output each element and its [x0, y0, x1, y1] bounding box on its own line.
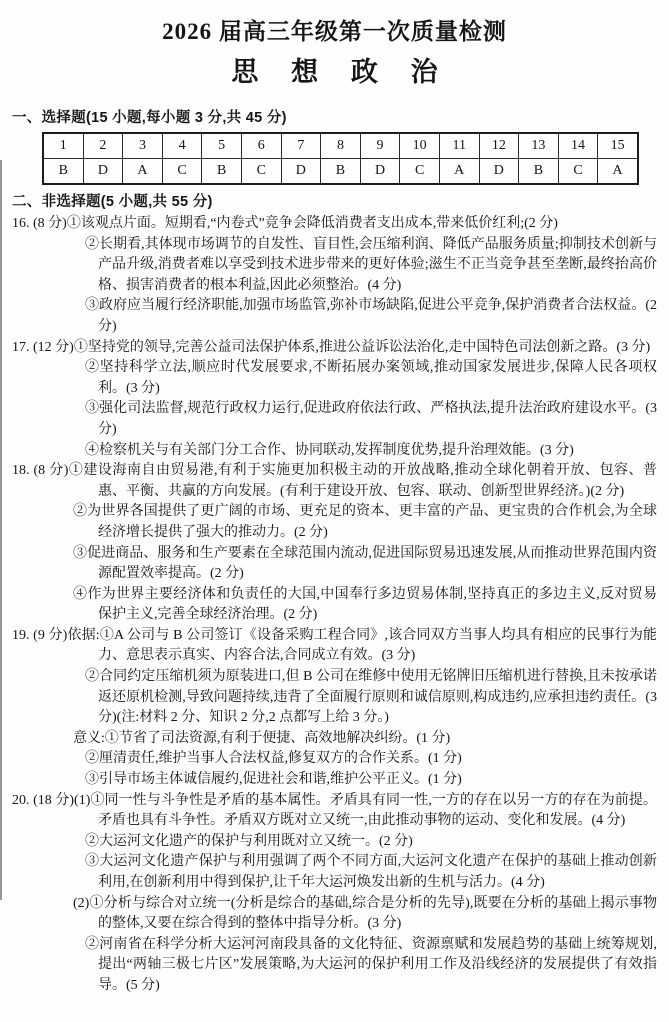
answer-paragraph: ②合同约定压缩机须为原装进口,但 B 公司在维修中使用无铭牌旧压缩机进行替换,且未按承诺返还原机检测,导致问题持续,违背了全面履行原则和诚信原则,构成违约,应承担违约责任。(3 分)(注:材料 2 分、知识 2 分,2 点都写上给 3 分。)	[85, 669, 657, 726]
answer-letter-cell: B	[202, 159, 242, 185]
page-title: 2026 届高三年级第一次质量检测	[162, 19, 507, 44]
question-number-cell: 4	[162, 133, 202, 159]
non-choice-section-heading: 二、非选择题(5 小题,共 55 分)	[12, 194, 213, 210]
answer-letter-cell: A	[439, 159, 479, 185]
answer-letter-cell: C	[558, 159, 598, 185]
answer-letter-cell: C	[162, 159, 202, 185]
question-20-answer	[12, 791, 657, 997]
answer-letter-cell: C	[400, 159, 440, 185]
question-number-cell: 7	[281, 133, 321, 159]
questions	[12, 214, 657, 997]
answer-paragraph: ③引导市场主体诚信履约,促进社会和谐,维护公平正义。(1 分)	[85, 772, 462, 788]
question-17-answer	[12, 338, 657, 462]
answer-letter-cell: D	[360, 159, 400, 185]
answer-letter-cell: B	[321, 159, 361, 185]
question-number-cell: 12	[479, 133, 519, 159]
answer-letter-cell: D	[83, 159, 123, 185]
answer-paragraph: ③政府应当履行经济职能,加强市场监管,弥补市场缺陷,促进公平竞争,保护消费者合法权益。(2 分)	[85, 298, 657, 334]
answer-table-answer-row	[43, 159, 638, 185]
answer-letter-cell: D	[281, 159, 321, 185]
answer-paragraph: 18. (8 分)①建设海南自由贸易港,有利于实施更加积极主动的开放战略,推动全球化朝着开放、包容、普惠、平衡、共赢的方向发展。(有利于建设开放、包容、联动、创新型世界经济。)(2 分)	[12, 463, 657, 499]
answer-paragraph: ②为世界各国提供了更广阔的市场、更充足的资本、更丰富的产品、更宝贵的合作机会,为全球经济增长提供了强大的推动力。(2 分)	[73, 504, 657, 540]
scan-artifact-line	[0, 160, 2, 900]
answer-paragraph: ③大运河文化遗产保护与利用强调了两个不同方面,大运河文化遗产在保护的基础上推动创新利用,在创新利用中得到保护,让千年大运河焕发出新的生机与活力。(4 分)	[85, 854, 657, 890]
answer-paragraph: 16. (8 分)①该观点片面。短期看,“内卷式”竞争会降低消费者支出成本,带来低价红利;(2 分)	[12, 216, 558, 231]
question-number-cell: 15	[598, 133, 638, 159]
answer-table-number-row	[43, 133, 638, 159]
answer-paragraph: 17. (12 分)①坚持党的领导,完善公益司法保护体系,推进公益诉讼法治化,走中国特色司法创新之路。(3 分)	[12, 339, 651, 355]
question-number-cell: 13	[519, 133, 559, 159]
answer-letter-cell: A	[123, 159, 163, 185]
choice-section-heading: 一、选择题(15 小题,每小题 3 分,共 45 分)	[12, 110, 287, 126]
question-number-cell: 14	[558, 133, 598, 159]
answer-paragraph: ③促进商品、服务和生产要素在全球范围内流动,促进国际贸易迅速发展,从而推动世界范围内资源配置效率提高。(2 分)	[73, 545, 657, 582]
question-number-cell: 11	[439, 133, 479, 159]
question-16-answer	[12, 214, 657, 338]
page-subtitle: 思 想 政 治	[231, 57, 438, 87]
choice-answer-table	[42, 132, 639, 185]
question-number-cell: 1	[43, 133, 83, 159]
answer-letter-cell: A	[598, 159, 638, 185]
answer-paragraph: ③强化司法监督,规范行政权力运行,促进政府依法行政、严格执法,提升法治政府建设水平。(3 分)	[85, 401, 657, 437]
answer-paragraph: ②河南省在科学分析大运河河南段具备的文化特征、资源禀赋和发展趋势的基础上统筹规划,提出“两轴三极七片区”发展策略,为大运河的保护利用工作及沿线经济的发展提供了有效指导。(5 分)	[85, 936, 657, 993]
answer-paragraph: 意义:①节省了司法资源,有利于便捷、高效地解决纠纷。(1 分)	[73, 730, 451, 746]
question-number-cell: 9	[360, 133, 400, 159]
question-number-cell: 3	[123, 133, 163, 159]
answer-paragraph: ②大运河文化遗产的保护与利用既对立又统一。(2 分)	[85, 833, 413, 849]
answer-paragraph: 19. (9 分)依据:①A 公司与 B 公司签订《设备采购工程合同》,该合同双方当事人均具有相应的民事行为能力、意思表示真实、内容合法,合同成立有效。(3 分)	[12, 627, 657, 664]
question-number-cell: 5	[202, 133, 242, 159]
question-number-cell: 6	[241, 133, 281, 159]
answer-paragraph: ②厘清责任,维护当事人合法权益,修复双方的合作关系。(1 分)	[85, 751, 462, 767]
answer-paragraph: ④作为世界主要经济体和负责任的大国,中国奉行多边贸易体制,坚持真正的多边主义,反对贸易保护主义,完善全球经济治理。(2 分)	[73, 586, 657, 623]
question-19-answer	[12, 626, 657, 791]
question-number-cell: 8	[321, 133, 361, 159]
answer-paragraph: ②长期看,其体现市场调节的自发性、盲目性,会压缩利润、降低产品服务质量;抑制技术创新与产品升级,消费者难以享受到技术进步带来的更好体验;滋生不正当竞争甚至垄断,最终抬高价格、损害消费者的根本利益,因此必须整治。(4 分)	[85, 236, 657, 293]
answer-paragraph: ②坚持科学立法,顺应时代发展要求,不断拓展办案领域,推动国家发展进步,保障人民各项权利。(3 分)	[85, 360, 657, 396]
question-18-answer	[12, 461, 657, 626]
answer-letter-cell: D	[479, 159, 519, 185]
answer-letter-cell: C	[241, 159, 281, 185]
answer-letter-cell: B	[519, 159, 559, 185]
answer-paragraph: 20. (18 分)(1)①同一性与斗争性是矛盾的基本属性。矛盾具有同一性,一方的存在以另一方的存在为前提。矛盾也具有斗争性。矛盾双方既对立又统一,由此推动事物的运动、变化和发展。(4 分)	[12, 792, 657, 829]
answer-paragraph: ④检察机关与有关部门分工合作、协同联动,发挥制度优势,提升治理效能。(3 分)	[85, 442, 574, 458]
answer-letter-cell: B	[43, 159, 83, 185]
question-number-cell: 10	[400, 133, 440, 159]
answer-paragraph: (2)①分析与综合对立统一(分析是综合的基础,综合是分析的先导),既要在分析的基础上揭示事物的整体,又要在综合得到的整体中指导分析。(3 分)	[73, 895, 657, 932]
question-number-cell: 2	[83, 133, 123, 159]
